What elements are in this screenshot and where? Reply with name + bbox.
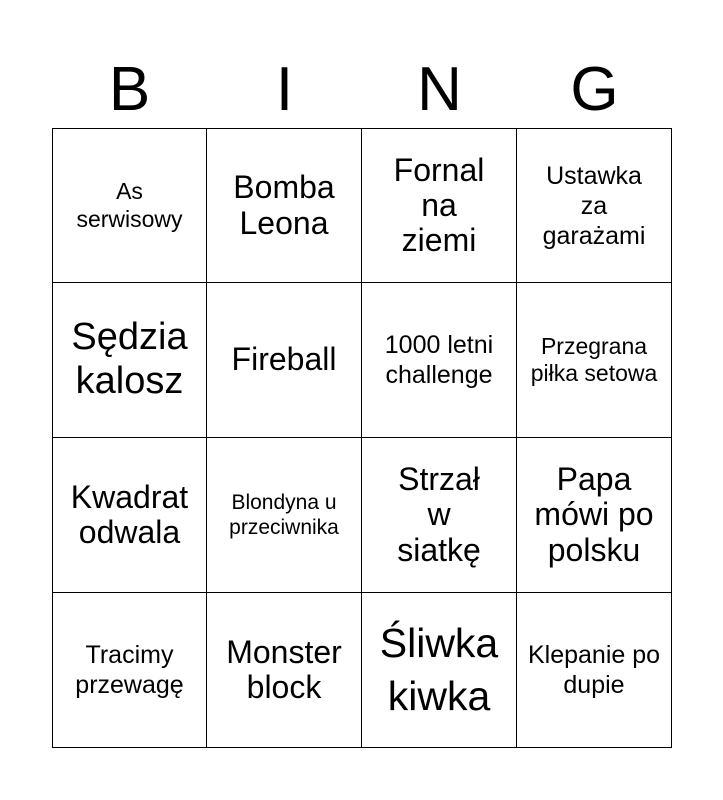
bingo-header — [52, 52, 672, 128]
cell-text: Fireball — [231, 341, 337, 378]
cell-text: Sędzia kalosz — [71, 316, 188, 402]
cell-text: 1000 letni challenge — [384, 331, 494, 389]
bingo-board — [52, 128, 672, 748]
cell-text: Śliwka kiwka — [379, 619, 499, 719]
cell-text: Monster block — [226, 633, 342, 705]
bingo-cell-r3c4[interactable] — [517, 438, 672, 593]
header-letter-i: I — [275, 55, 294, 124]
bingo-cell-r1c4[interactable] — [517, 128, 672, 283]
cell-text: Tracimy przewagę — [75, 641, 184, 699]
bingo-cell-r4c3[interactable] — [362, 593, 517, 748]
cell-text: Blondyna u przeciwnika — [229, 490, 339, 539]
bingo-cell-r2c3[interactable] — [362, 283, 517, 438]
cell-text: Fornal na ziemi — [393, 151, 485, 259]
bingo-cell-r2c1[interactable] — [52, 283, 207, 438]
bingo-cell-r3c3[interactable] — [362, 438, 517, 593]
bingo-cell-r2c2[interactable] — [207, 283, 362, 438]
bingo-cell-r4c2[interactable] — [207, 593, 362, 748]
cell-text: Klepanie po dupie — [527, 641, 661, 699]
bingo-cell-r1c3[interactable] — [362, 128, 517, 283]
header-letter-b: B — [108, 55, 151, 124]
cell-text: Strzał w siatkę — [397, 461, 481, 568]
cell-text: As serwisowy — [76, 178, 183, 232]
cell-text: Przegrana piłka setowa — [530, 332, 658, 386]
bingo-cell-r3c2[interactable] — [207, 438, 362, 593]
bingo-cell-r2c4[interactable] — [517, 283, 672, 438]
bingo-cell-r4c1[interactable] — [52, 593, 207, 748]
cell-text: Ustawka za garażami — [542, 161, 646, 250]
header-letter-n: N — [417, 55, 462, 124]
cell-text: Bomba Leona — [233, 169, 335, 241]
cell-text: Papa mówi po polsku — [534, 461, 654, 568]
bingo-cell-r1c2[interactable] — [207, 128, 362, 283]
bingo-cell-r4c4[interactable] — [517, 593, 672, 748]
header-letter-g: G — [570, 55, 619, 124]
bingo-cell-r1c1[interactable] — [52, 128, 207, 283]
bingo-cell-r3c1[interactable] — [52, 438, 207, 593]
cell-text: Kwadrat odwala — [70, 478, 189, 550]
